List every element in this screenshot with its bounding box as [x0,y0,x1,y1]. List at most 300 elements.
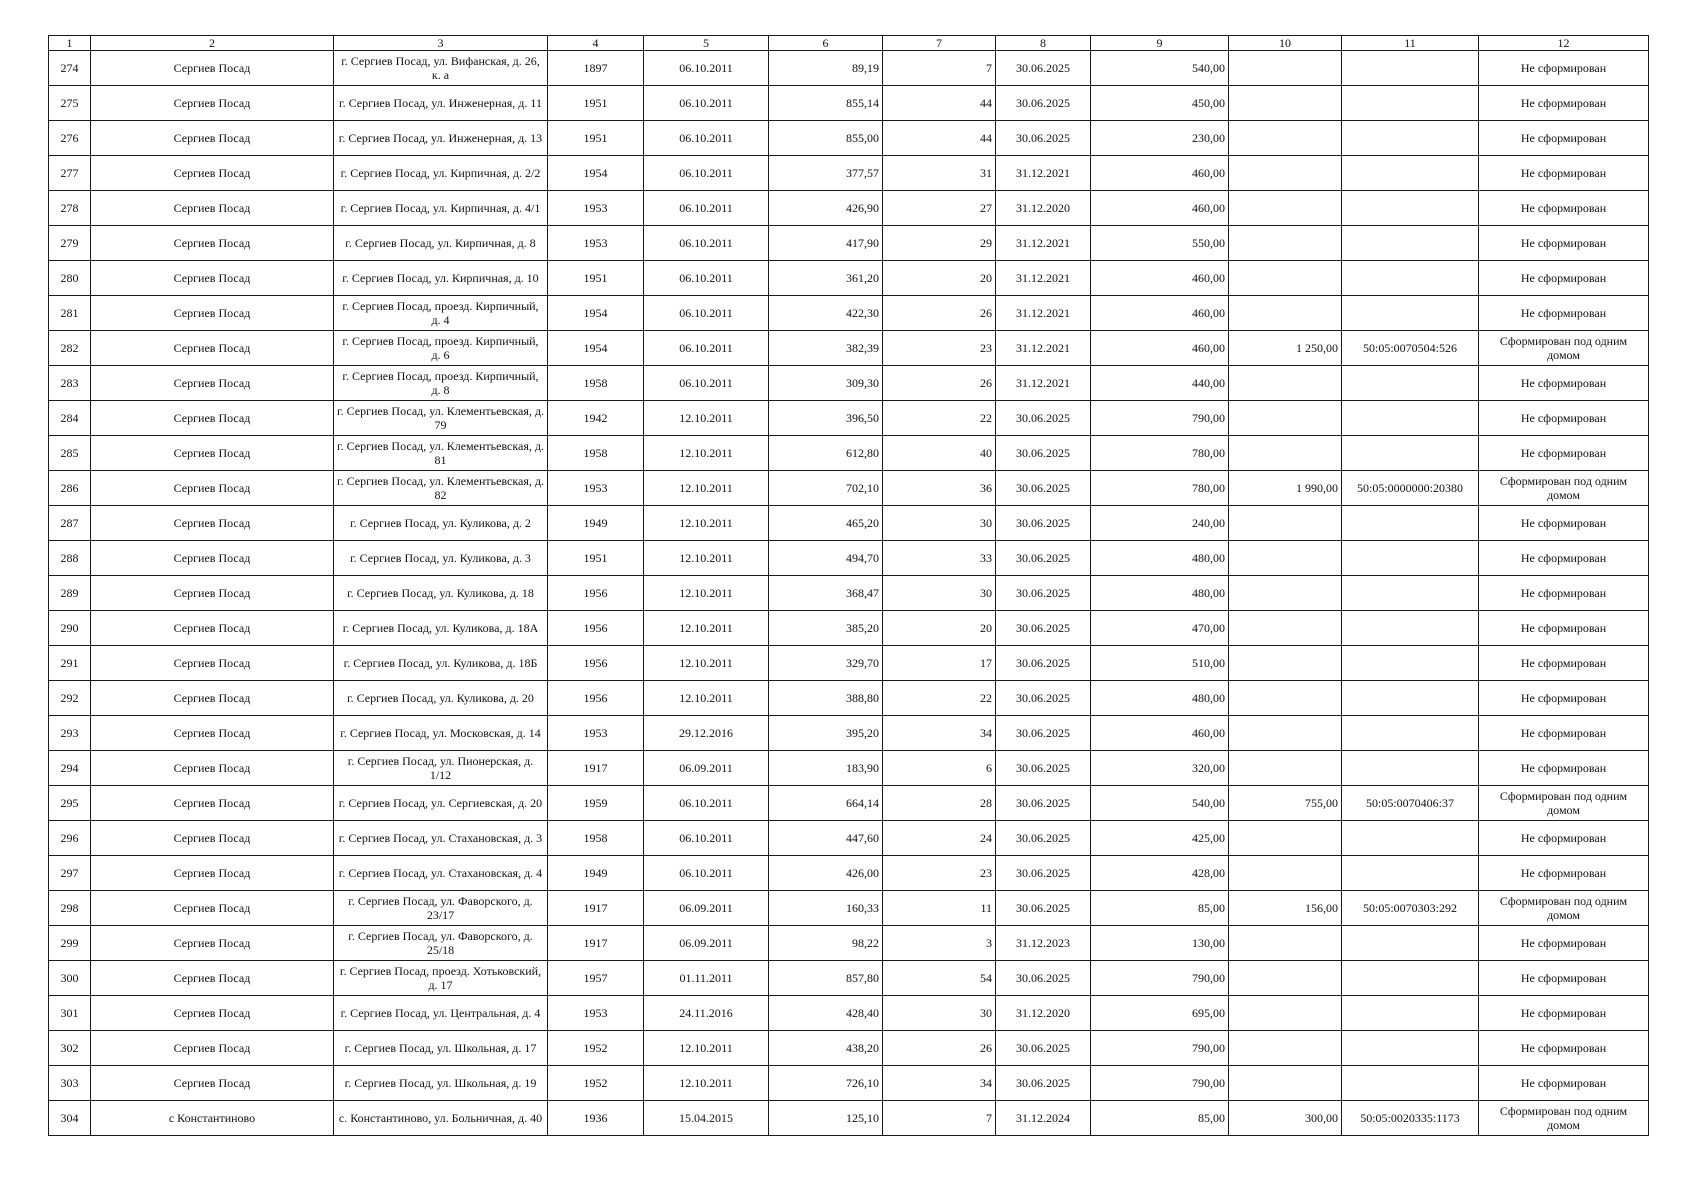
table-row [49,51,1649,86]
row-number-cell: 293 [49,716,91,751]
year-built-cell: 1956 [548,576,644,611]
table-row [49,296,1649,331]
land-area-cell: 230,00 [1091,121,1229,156]
recognition-date-cell: 12.10.2011 [644,1066,769,1101]
residents-count-cell: 28 [883,786,996,821]
residents-count-cell: 30 [883,576,996,611]
address-cell: г. Сергиев Посад, ул. Инженерная, д. 11 [334,86,548,121]
locality-cell: Сергиев Посад [91,786,334,821]
resettlement-deadline-cell: 31.12.2021 [996,331,1091,366]
resettlement-deadline-cell: 30.06.2025 [996,891,1091,926]
recognition-date-cell: 12.10.2011 [644,436,769,471]
land-area-cell: 460,00 [1091,716,1229,751]
living-area-cell: 396,50 [769,401,883,436]
living-area-cell: 377,57 [769,156,883,191]
row-number-cell: 295 [49,786,91,821]
land-area-cell: 130,00 [1091,926,1229,961]
residents-count-cell: 26 [883,296,996,331]
cadastral-number-cell [1342,506,1479,541]
address-cell: г. Сергиев Посад, ул. Фаворского, д. 25/18 [334,926,548,961]
recognition-date-cell: 06.09.2011 [644,751,769,786]
resettlement-deadline-cell: 30.06.2025 [996,576,1091,611]
cadastral-number-cell: 50:05:0070504:526 [1342,331,1479,366]
residents-count-cell: 23 [883,331,996,366]
living-area-cell: 98,22 [769,926,883,961]
address-cell: г. Сергиев Посад, ул. Стахановская, д. 3 [334,821,548,856]
residents-count-cell: 40 [883,436,996,471]
formed-plot-area-cell [1229,51,1342,86]
living-area-cell: 855,00 [769,121,883,156]
table-row [49,121,1649,156]
living-area-cell: 855,14 [769,86,883,121]
address-cell: г. Сергиев Посад, ул. Куликова, д. 18А [334,611,548,646]
locality-cell: Сергиев Посад [91,856,334,891]
cadastral-number-cell [1342,716,1479,751]
locality-cell: Сергиев Посад [91,436,334,471]
formed-plot-area-cell [1229,296,1342,331]
formed-plot-area-cell [1229,961,1342,996]
plot-status-cell: Не сформирован [1479,821,1649,856]
resettlement-deadline-cell: 30.06.2025 [996,821,1091,856]
year-built-cell: 1954 [548,296,644,331]
address-cell: г. Сергиев Посад, ул. Стахановская, д. 4 [334,856,548,891]
recognition-date-cell: 12.10.2011 [644,576,769,611]
recognition-date-cell: 12.10.2011 [644,471,769,506]
residents-count-cell: 31 [883,156,996,191]
land-area-cell: 790,00 [1091,1066,1229,1101]
cadastral-number-cell [1342,1031,1479,1066]
header-col-12: 12 [1479,36,1649,51]
row-number-cell: 282 [49,331,91,366]
year-built-cell: 1958 [548,821,644,856]
row-number-cell: 280 [49,261,91,296]
row-number-cell: 292 [49,681,91,716]
cadastral-number-cell [1342,611,1479,646]
header-col-6: 6 [769,36,883,51]
residents-count-cell: 33 [883,541,996,576]
residents-count-cell: 30 [883,506,996,541]
resettlement-deadline-cell: 31.12.2020 [996,996,1091,1031]
plot-status-cell: Не сформирован [1479,611,1649,646]
address-cell: г. Сергиев Посад, ул. Вифанская, д. 26, к. а [334,51,548,86]
locality-cell: Сергиев Посад [91,681,334,716]
year-built-cell: 1952 [548,1066,644,1101]
living-area-cell: 465,20 [769,506,883,541]
land-area-cell: 790,00 [1091,961,1229,996]
table-row [49,436,1649,471]
living-area-cell: 438,20 [769,1031,883,1066]
land-area-cell: 510,00 [1091,646,1229,681]
year-built-cell: 1953 [548,226,644,261]
header-col-8: 8 [996,36,1091,51]
formed-plot-area-cell [1229,1031,1342,1066]
residents-count-cell: 20 [883,261,996,296]
cadastral-number-cell [1342,541,1479,576]
locality-cell: Сергиев Посад [91,121,334,156]
plot-status-cell: Не сформирован [1479,261,1649,296]
housing-register-table [48,35,1649,1136]
recognition-date-cell: 12.10.2011 [644,1031,769,1066]
recognition-date-cell: 15.04.2015 [644,1101,769,1136]
plot-status-cell: Не сформирован [1479,1066,1649,1101]
residents-count-cell: 29 [883,226,996,261]
living-area-cell: 368,47 [769,576,883,611]
formed-plot-area-cell [1229,681,1342,716]
resettlement-deadline-cell: 30.06.2025 [996,961,1091,996]
resettlement-deadline-cell: 30.06.2025 [996,401,1091,436]
row-number-cell: 281 [49,296,91,331]
year-built-cell: 1949 [548,856,644,891]
land-area-cell: 790,00 [1091,1031,1229,1066]
locality-cell: Сергиев Посад [91,331,334,366]
land-area-cell: 460,00 [1091,296,1229,331]
land-area-cell: 460,00 [1091,156,1229,191]
address-cell: г. Сергиев Посад, ул. Куликова, д. 20 [334,681,548,716]
year-built-cell: 1953 [548,191,644,226]
residents-count-cell: 44 [883,86,996,121]
table-row [49,1066,1649,1101]
cadastral-number-cell [1342,436,1479,471]
formed-plot-area-cell [1229,1066,1342,1101]
address-cell: г. Сергиев Посад, ул. Сергиевская, д. 20 [334,786,548,821]
year-built-cell: 1958 [548,436,644,471]
cadastral-number-cell [1342,86,1479,121]
table-row [49,891,1649,926]
table-row [49,86,1649,121]
row-number-cell: 301 [49,996,91,1031]
address-cell: г. Сергиев Посад, ул. Кирпичная, д. 4/1 [334,191,548,226]
table-row [49,1101,1649,1136]
address-cell: г. Сергиев Посад, ул. Куликова, д. 18Б [334,646,548,681]
land-area-cell: 440,00 [1091,366,1229,401]
living-area-cell: 160,33 [769,891,883,926]
locality-cell: Сергиев Посад [91,1066,334,1101]
formed-plot-area-cell [1229,646,1342,681]
locality-cell: Сергиев Посад [91,366,334,401]
recognition-date-cell: 24.11.2016 [644,996,769,1031]
living-area-cell: 395,20 [769,716,883,751]
locality-cell: Сергиев Посад [91,926,334,961]
recognition-date-cell: 06.10.2011 [644,331,769,366]
address-cell: г. Сергиев Посад, проезд. Кирпичный, д. 4 [334,296,548,331]
plot-status-cell: Сформирован под одним домом [1479,331,1649,366]
plot-status-cell: Не сформирован [1479,541,1649,576]
formed-plot-area-cell [1229,226,1342,261]
land-area-cell: 460,00 [1091,261,1229,296]
plot-status-cell: Не сформирован [1479,751,1649,786]
locality-cell: Сергиев Посад [91,996,334,1031]
year-built-cell: 1956 [548,681,644,716]
recognition-date-cell: 06.10.2011 [644,156,769,191]
table-row [49,961,1649,996]
living-area-cell: 417,90 [769,226,883,261]
recognition-date-cell: 12.10.2011 [644,611,769,646]
formed-plot-area-cell [1229,611,1342,646]
header-col-10: 10 [1229,36,1342,51]
recognition-date-cell: 06.10.2011 [644,86,769,121]
row-number-cell: 300 [49,961,91,996]
formed-plot-area-cell [1229,436,1342,471]
residents-count-cell: 24 [883,821,996,856]
living-area-cell: 426,00 [769,856,883,891]
locality-cell: Сергиев Посад [91,471,334,506]
plot-status-cell: Не сформирован [1479,366,1649,401]
resettlement-deadline-cell: 30.06.2025 [996,611,1091,646]
recognition-date-cell: 12.10.2011 [644,401,769,436]
land-area-cell: 460,00 [1091,191,1229,226]
resettlement-deadline-cell: 30.06.2025 [996,86,1091,121]
address-cell: г. Сергиев Посад, ул. Куликова, д. 3 [334,541,548,576]
address-cell: г. Сергиев Посад, ул. Московская, д. 14 [334,716,548,751]
year-built-cell: 1942 [548,401,644,436]
year-built-cell: 1952 [548,1031,644,1066]
plot-status-cell: Не сформирован [1479,506,1649,541]
land-area-cell: 425,00 [1091,821,1229,856]
header-row [49,36,1649,51]
recognition-date-cell: 06.10.2011 [644,261,769,296]
land-area-cell: 85,00 [1091,891,1229,926]
year-built-cell: 1917 [548,751,644,786]
formed-plot-area-cell [1229,576,1342,611]
formed-plot-area-cell [1229,366,1342,401]
cadastral-number-cell [1342,681,1479,716]
address-cell: г. Сергиев Посад, ул. Кирпичная, д. 2/2 [334,156,548,191]
resettlement-deadline-cell: 30.06.2025 [996,1031,1091,1066]
address-cell: г. Сергиев Посад, ул. Школьная, д. 17 [334,1031,548,1066]
land-area-cell: 480,00 [1091,576,1229,611]
recognition-date-cell: 06.10.2011 [644,821,769,856]
cadastral-number-cell [1342,121,1479,156]
resettlement-deadline-cell: 30.06.2025 [996,681,1091,716]
row-number-cell: 274 [49,51,91,86]
cadastral-number-cell [1342,751,1479,786]
year-built-cell: 1958 [548,366,644,401]
plot-status-cell: Сформирован под одним домом [1479,471,1649,506]
residents-count-cell: 23 [883,856,996,891]
plot-status-cell: Не сформирован [1479,996,1649,1031]
resettlement-deadline-cell: 31.12.2021 [996,226,1091,261]
land-area-cell: 780,00 [1091,436,1229,471]
year-built-cell: 1951 [548,261,644,296]
address-cell: г. Сергиев Посад, ул. Школьная, д. 19 [334,1066,548,1101]
living-area-cell: 385,20 [769,611,883,646]
formed-plot-area-cell [1229,401,1342,436]
locality-cell: Сергиев Посад [91,226,334,261]
cadastral-number-cell [1342,401,1479,436]
cadastral-number-cell [1342,821,1479,856]
locality-cell: Сергиев Посад [91,296,334,331]
cadastral-number-cell [1342,191,1479,226]
year-built-cell: 1917 [548,891,644,926]
cadastral-number-cell [1342,576,1479,611]
cadastral-number-cell [1342,366,1479,401]
formed-plot-area-cell: 300,00 [1229,1101,1342,1136]
living-area-cell: 447,60 [769,821,883,856]
residents-count-cell: 36 [883,471,996,506]
formed-plot-area-cell [1229,541,1342,576]
plot-status-cell: Не сформирован [1479,576,1649,611]
residents-count-cell: 22 [883,401,996,436]
plot-status-cell: Не сформирован [1479,191,1649,226]
cadastral-number-cell [1342,961,1479,996]
plot-status-cell: Не сформирован [1479,296,1649,331]
plot-status-cell: Не сформирован [1479,646,1649,681]
resettlement-deadline-cell: 30.06.2025 [996,856,1091,891]
formed-plot-area-cell [1229,506,1342,541]
cadastral-number-cell [1342,996,1479,1031]
living-area-cell: 89,19 [769,51,883,86]
living-area-cell: 428,40 [769,996,883,1031]
row-number-cell: 303 [49,1066,91,1101]
recognition-date-cell: 06.10.2011 [644,296,769,331]
land-area-cell: 780,00 [1091,471,1229,506]
recognition-date-cell: 12.10.2011 [644,506,769,541]
recognition-date-cell: 01.11.2011 [644,961,769,996]
residents-count-cell: 30 [883,996,996,1031]
year-built-cell: 1954 [548,331,644,366]
table-row [49,856,1649,891]
row-number-cell: 299 [49,926,91,961]
table-body [49,51,1649,1136]
plot-status-cell: Не сформирован [1479,716,1649,751]
header-col-9: 9 [1091,36,1229,51]
year-built-cell: 1951 [548,121,644,156]
resettlement-deadline-cell: 31.12.2023 [996,926,1091,961]
formed-plot-area-cell [1229,121,1342,156]
living-area-cell: 857,80 [769,961,883,996]
year-built-cell: 1953 [548,471,644,506]
residents-count-cell: 20 [883,611,996,646]
table-row [49,471,1649,506]
year-built-cell: 1953 [548,716,644,751]
living-area-cell: 388,80 [769,681,883,716]
year-built-cell: 1953 [548,996,644,1031]
resettlement-deadline-cell: 30.06.2025 [996,646,1091,681]
resettlement-deadline-cell: 30.06.2025 [996,751,1091,786]
locality-cell: Сергиев Посад [91,891,334,926]
table-row [49,576,1649,611]
land-area-cell: 790,00 [1091,401,1229,436]
header-col-4: 4 [548,36,644,51]
resettlement-deadline-cell: 31.12.2020 [996,191,1091,226]
formed-plot-area-cell [1229,191,1342,226]
row-number-cell: 290 [49,611,91,646]
address-cell: г. Сергиев Посад, ул. Куликова, д. 18 [334,576,548,611]
plot-status-cell: Сформирован под одним домом [1479,891,1649,926]
land-area-cell: 428,00 [1091,856,1229,891]
living-area-cell: 612,80 [769,436,883,471]
table-row [49,681,1649,716]
row-number-cell: 297 [49,856,91,891]
resettlement-deadline-cell: 31.12.2021 [996,261,1091,296]
living-area-cell: 426,90 [769,191,883,226]
plot-status-cell: Не сформирован [1479,926,1649,961]
land-area-cell: 540,00 [1091,51,1229,86]
locality-cell: Сергиев Посад [91,191,334,226]
table-row [49,506,1649,541]
residents-count-cell: 34 [883,716,996,751]
row-number-cell: 278 [49,191,91,226]
row-number-cell: 291 [49,646,91,681]
living-area-cell: 329,70 [769,646,883,681]
table-row [49,156,1649,191]
table-row [49,751,1649,786]
resettlement-deadline-cell: 30.06.2025 [996,1066,1091,1101]
residents-count-cell: 26 [883,1031,996,1066]
row-number-cell: 296 [49,821,91,856]
locality-cell: Сергиев Посад [91,51,334,86]
cadastral-number-cell: 50:05:0070406:37 [1342,786,1479,821]
living-area-cell: 183,90 [769,751,883,786]
table-row [49,996,1649,1031]
residents-count-cell: 54 [883,961,996,996]
resettlement-deadline-cell: 31.12.2021 [996,366,1091,401]
residents-count-cell: 11 [883,891,996,926]
residents-count-cell: 7 [883,51,996,86]
header-col-7: 7 [883,36,996,51]
cadastral-number-cell [1342,226,1479,261]
table-row [49,1031,1649,1066]
recognition-date-cell: 29.12.2016 [644,716,769,751]
row-number-cell: 277 [49,156,91,191]
table-row [49,541,1649,576]
resettlement-deadline-cell: 31.12.2021 [996,296,1091,331]
locality-cell: Сергиев Посад [91,401,334,436]
cadastral-number-cell [1342,926,1479,961]
formed-plot-area-cell [1229,261,1342,296]
row-number-cell: 279 [49,226,91,261]
cadastral-number-cell: 50:05:0070303:292 [1342,891,1479,926]
address-cell: г. Сергиев Посад, ул. Клементьевская, д. 81 [334,436,548,471]
header-col-2: 2 [91,36,334,51]
plot-status-cell: Не сформирован [1479,1031,1649,1066]
land-area-cell: 695,00 [1091,996,1229,1031]
locality-cell: Сергиев Посад [91,611,334,646]
formed-plot-area-cell [1229,86,1342,121]
table-row [49,191,1649,226]
row-number-cell: 289 [49,576,91,611]
year-built-cell: 1917 [548,926,644,961]
living-area-cell: 494,70 [769,541,883,576]
row-number-cell: 275 [49,86,91,121]
land-area-cell: 320,00 [1091,751,1229,786]
locality-cell: Сергиев Посад [91,1031,334,1066]
residents-count-cell: 26 [883,366,996,401]
residents-count-cell: 34 [883,1066,996,1101]
recognition-date-cell: 06.10.2011 [644,191,769,226]
year-built-cell: 1954 [548,156,644,191]
locality-cell: Сергиев Посад [91,821,334,856]
locality-cell: Сергиев Посад [91,86,334,121]
table-row [49,926,1649,961]
plot-status-cell: Не сформирован [1479,156,1649,191]
resettlement-deadline-cell: 30.06.2025 [996,541,1091,576]
recognition-date-cell: 06.10.2011 [644,51,769,86]
recognition-date-cell: 06.10.2011 [644,226,769,261]
row-number-cell: 285 [49,436,91,471]
row-number-cell: 294 [49,751,91,786]
row-number-cell: 288 [49,541,91,576]
locality-cell: Сергиев Посад [91,261,334,296]
formed-plot-area-cell: 1 990,00 [1229,471,1342,506]
row-number-cell: 302 [49,1031,91,1066]
table-row [49,401,1649,436]
table-row [49,226,1649,261]
plot-status-cell: Не сформирован [1479,121,1649,156]
plot-status-cell: Не сформирован [1479,436,1649,471]
plot-status-cell: Не сформирован [1479,961,1649,996]
land-area-cell: 460,00 [1091,331,1229,366]
